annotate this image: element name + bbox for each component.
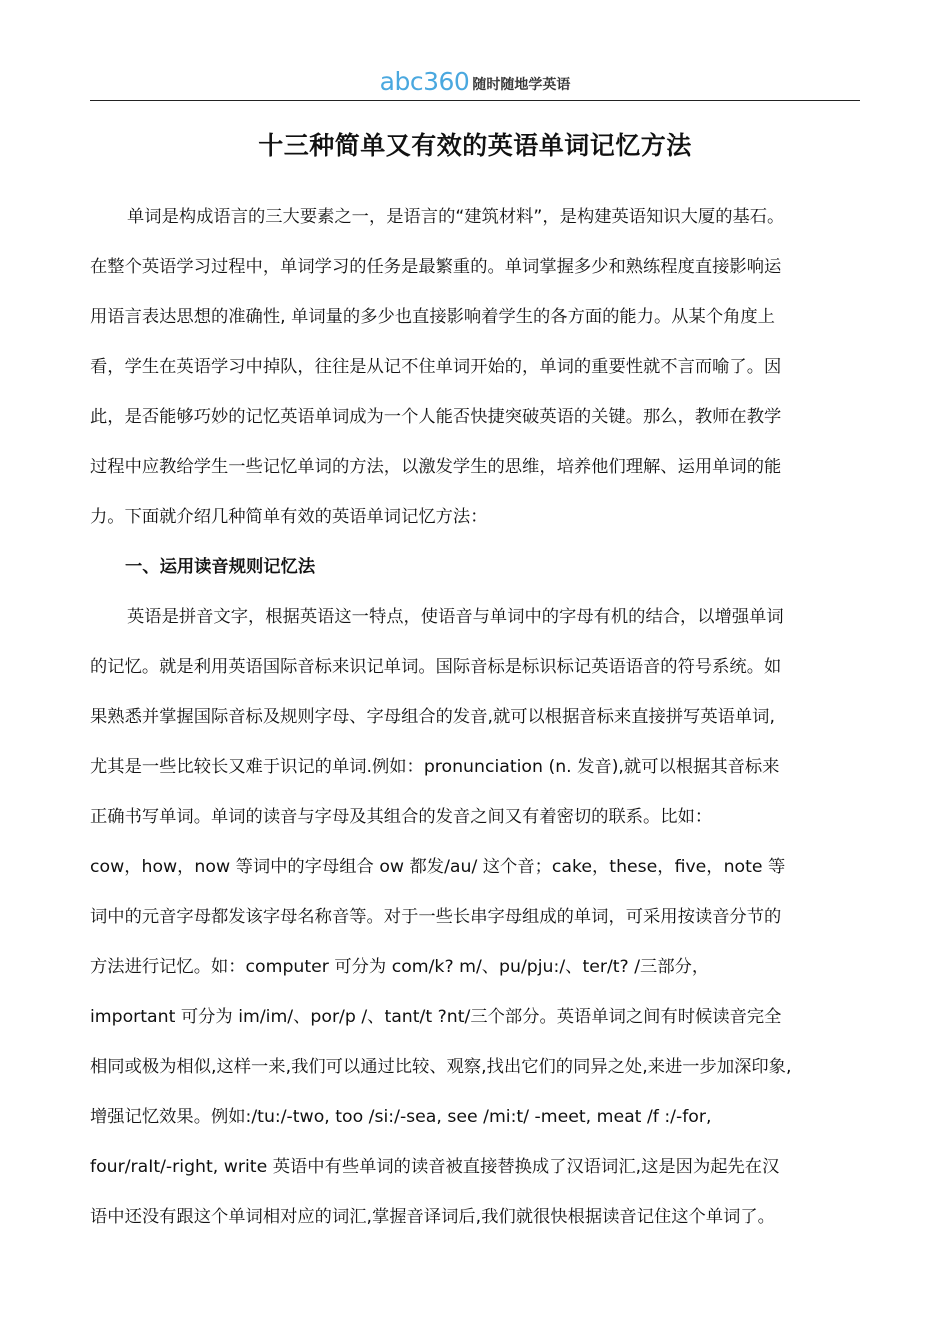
paragraph-line: 在整个英语学习过程中，单词学习的任务是最繁重的。单词掌握多少和熟练程度直接影响运 <box>90 257 782 277</box>
section-heading: 一、运用读音规则记忆法 <box>125 557 316 577</box>
page-header <box>90 62 860 101</box>
paragraph-line: 词中的元音字母都发该字母名称音等。对于一些长串字母组成的单词，可采用按读音分节的 <box>90 907 782 927</box>
paragraph-line: 此，是否能够巧妙的记忆英语单词成为一个人能否快捷突破英语的关键。那么，教师在教学 <box>90 407 782 427</box>
paragraph-line: 尤其是一些比较长又难于识记的单词.例如：pronunciation (n. 发音),就可以根据其音标来 <box>90 757 780 777</box>
paragraph-line: 增强记忆效果。例如:/tu:/-two, too /si:/-sea, see /mi:t/ -meet, meat /f :/-for, <box>90 1107 712 1127</box>
paragraph-line: 方法进行记忆。如：computer 可分为 com/k? m/、pu/pju:/、ter/t? /三部分， <box>90 957 710 977</box>
paragraph-line: 英语是拼音文字，根据英语这一特点，使语音与单词中的字母有机的结合，以增强单词 <box>127 607 784 627</box>
paragraph-line: 的记忆。就是利用英语国际音标来识记单词。国际音标是标识标记英语语音的符号系统。如 <box>90 657 782 677</box>
document-body <box>90 192 865 1242</box>
paragraph-line: four/raIt/-right, write 英语中有些单词的读音被直接替换成了汉语词汇,这是因为起先在汉 <box>90 1157 780 1177</box>
paragraph-line: 用语言表达思想的准确性, 单词量的多少也直接影响着学生的各方面的能力。从某个角度上 <box>90 307 775 327</box>
paragraph-line: 相同或极为相似,这样一来,我们可以通过比较、观察,找出它们的同异之处,来进一步加深印象, <box>90 1057 792 1077</box>
brand-name: abc360 <box>379 67 470 96</box>
paragraph-line: 过程中应教给学生一些记忆单词的方法，以激发学生的思维，培养他们理解、运用单词的能 <box>90 457 782 477</box>
paragraph-line: 语中还没有跟这个单词相对应的词汇,掌握音译词后,我们就很快根据读音记住这个单词了。 <box>90 1207 775 1227</box>
document-title: 十三种简单又有效的英语单词记忆方法 <box>258 131 692 160</box>
paragraph-line: 力。下面就介绍几种简单有效的英语单词记忆方法： <box>90 507 488 527</box>
paragraph-line: important 可分为 im/im/、por/p /、tant/t ?nt/三个部分。英语单词之间有时候读音完全 <box>90 1007 782 1027</box>
paragraph-line: 果熟悉并掌握国际音标及规则字母、字母组合的发音,就可以根据音标来直接拼写英语单词, <box>90 707 775 727</box>
paragraph-line: 正确书写单词。单词的读音与字母及其组合的发音之间又有着密切的联系。比如： <box>90 807 713 827</box>
paragraph-line: cow，how，now 等词中的字母组合 ow 都发/au/ 这个音；cake，these，five，note 等 <box>90 857 786 877</box>
paragraph-line: 看，学生在英语学习中掉队，往往是从记不住单词开始的，单词的重要性就不言而喻了。因 <box>90 357 782 377</box>
paragraph-line: 单词是构成语言的三大要素之一，是语言的“建筑材料”，是构建英语知识大厦的基石。 <box>127 207 785 227</box>
brand-slogan: 随时随地学英语 <box>472 77 571 93</box>
brand-logo <box>380 69 571 100</box>
